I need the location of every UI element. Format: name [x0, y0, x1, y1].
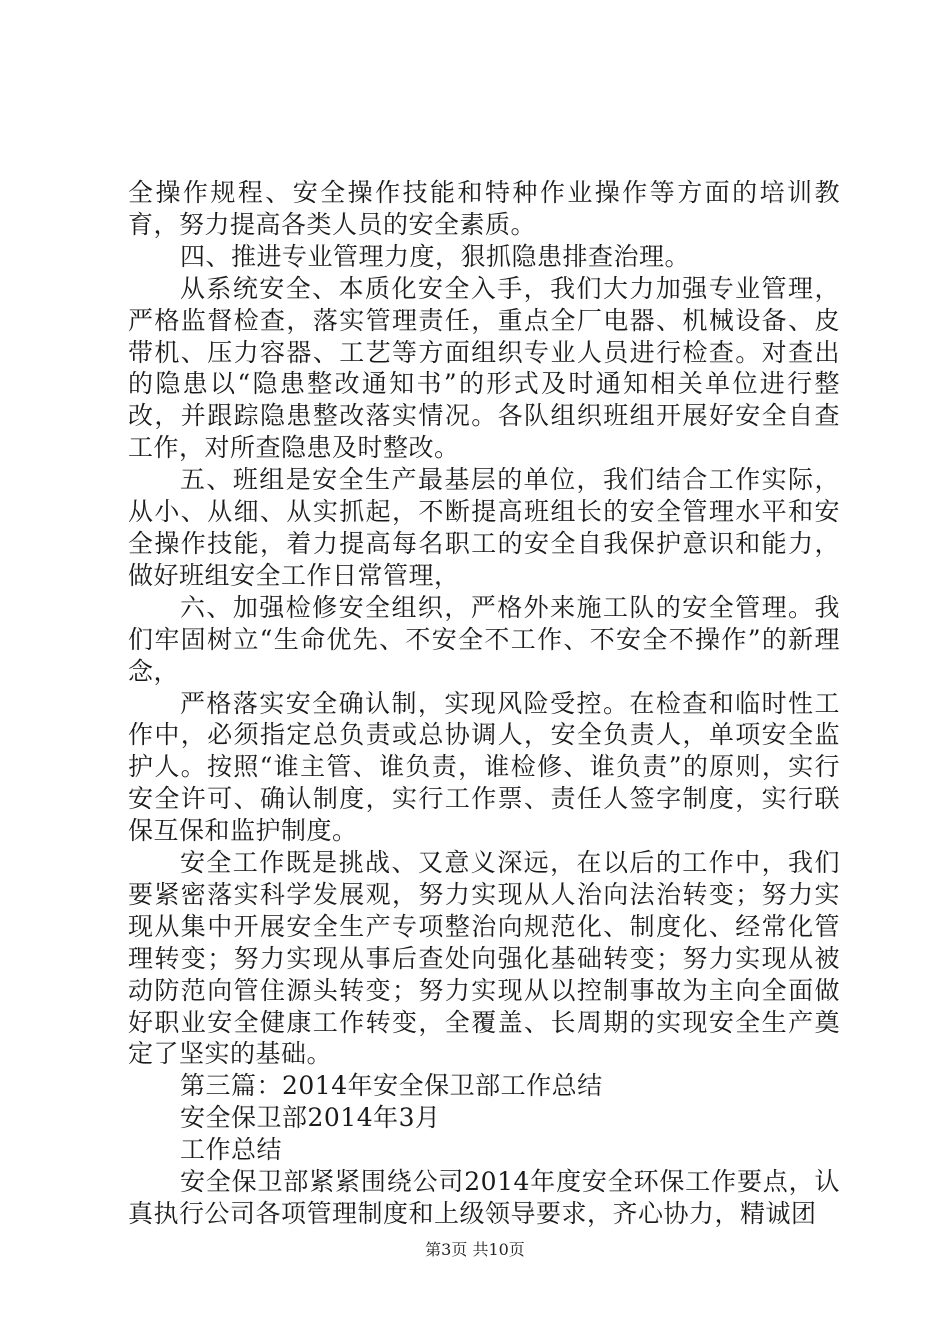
paragraph-4: 五、班组是安全生产最基层的单位，我们结合工作实际，从小、从细、从实抓起，不断提高班组长的安全管理水平和安全操作技能，着力提高每名职工的安全自我保护意识和能力，做好班组安全工作日常管理， [128, 465, 840, 590]
summary-title: 工作总结 [180, 1135, 283, 1165]
paragraph-5: 六、加强检修安全组织，严格外来施工队的安全管理。我们牢固树立“生命优先、不安全不工作、不安全不操作”的新理念， [128, 592, 840, 686]
page-footer: 第3页 共10页 [425, 1240, 525, 1259]
paragraph-11: 安全保卫部紧紧围绕公司2014年度安全环保工作要点，认真执行公司各项管理制度和上级领导要求，齐心协力，精诚团 [128, 1167, 840, 1228]
paragraph-1: 全操作规程、安全操作技能和特种作业操作等方面的培训教育，努力提高各类人员的安全素质。 [128, 178, 840, 239]
paragraph-7: 安全工作既是挑战、又意义深远，在以后的工作中，我们要紧密落实科学发展观，努力实现从人治向法治转变；努力实现从集中开展安全生产专项整治向规范化、制度化、经常化管理转变；努力实现从事后查处向强化基础转变；努力实现从被动防范向管住源头转变；努力实现从以控制事故为主向全面做好职业安全健康工作转变，全覆盖、长周期的实现安全生产奠定了坚实的基础。 [128, 848, 840, 1069]
department-date: 安全保卫部2014年3月 [180, 1103, 441, 1133]
section-heading: 第三篇：2014年安全保卫部工作总结 [180, 1071, 603, 1101]
paragraph-2: 四、推进专业管理力度，狠抓隐患排查治理。 [180, 241, 691, 271]
document-body [128, 177, 840, 1230]
paragraph-6: 严格落实安全确认制，实现风险受控。在检查和临时性工作中，必须指定总负责或总协调人，安全负责人，单项安全监护人。按照“谁主管、谁负责，谁检修、谁负责”的原则，实行安全许可、确认制度，实行工作票、责任人签字制度，实行联保互保和监护制度。 [128, 688, 840, 846]
paragraph-3: 从系统安全、本质化安全入手，我们大力加强专业管理，严格监督检查，落实管理责任，重点全厂电器、机械设备、皮带机、压力容器、工艺等方面组织专业人员进行检查。对查出的隐患以“隐患整改通知书”的形式及时通知相关单位进行整改，并跟踪隐患整改落实情况。各队组织班组开展好安全自查工作，对所查隐患及时整改。 [128, 273, 840, 463]
